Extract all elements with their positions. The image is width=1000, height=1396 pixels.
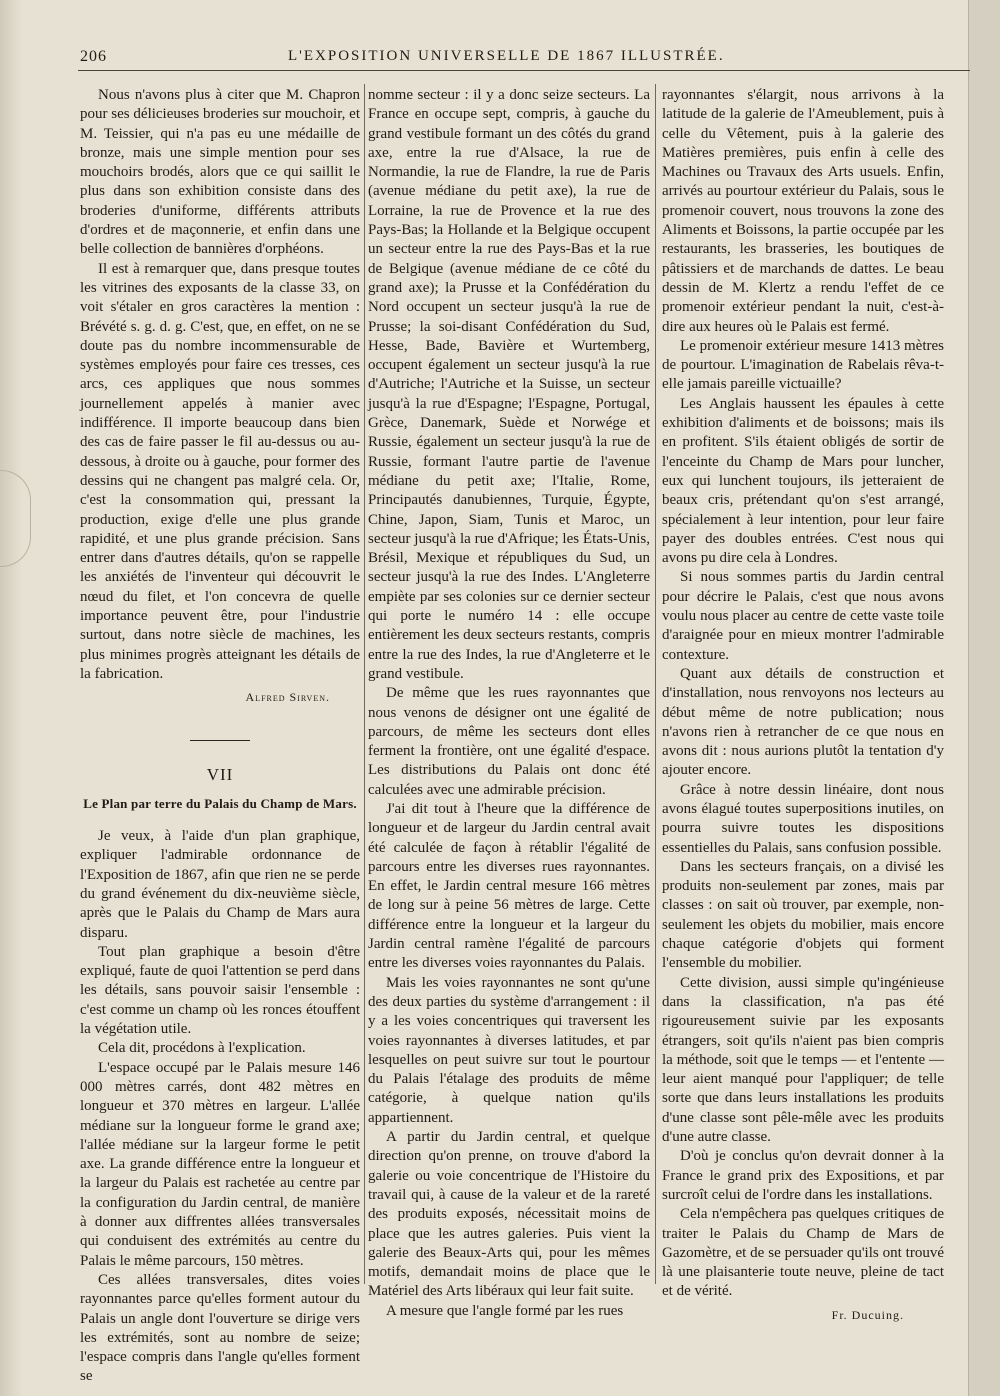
paragraph: nomme secteur : il y a donc seize secteurs. La France en occupe sept, compris, à gauche du grand vestibule formant un des côtés du grand axe, entre la rue d'Alsace, la rue de Normandie, la rue de Flandre, la rue de Paris (avenue médiane du petit axe), la rue de Lorraine, la rue de Provence et la rue des Pays-Bas; la Hollande et la Belgique occupent un secteur entre la rue des Pays-Bas et la rue de Belgique (avenue médiane de ce côté du grand axe); la Prusse et la Confédération du Nord occupent un secteur jusqu'à la rue de Prusse; la soi-disant Confédération du Sud, Hesse, Bade, Bavière et Wurtemberg, occupent également un secteur jusqu'à la rue d'Autriche; l'Autriche et la Suisse, un secteur jusqu'à la rue d'Espagne; l'Espagne, Portugal, Grèce, Danemark, Suède et Norwége et Russie, également un secteur jusqu'à la rue de Russie, formant l'autre partie de l'avenue médiane du petit axe; l'Italie, Rome, Principautés danubiennes, Turquie, Égypte, Chine, Japon, Siam, Tunis et Maroc, un secteur jusqu'à la rue d'Afrique; les États-Unis, Brésil, Mexique et républiques du Sud, un secteur jusqu'à la rue des Indes. L'Angleterre empiète par ses colonies sur ce dernier secteur qui porte le numéro 14 : elle occupe entièrement les deux secteurs restants, compris entre la rue des Indes, la rue d'Angleterre et le grand vestibule. [368, 87, 650, 682]
paragraph: De même que les rues rayonnantes que nous venons de désigner ont une égalité de parcours, de même les secteurs dont elles ferment la frontière, ont une égalité d'espace. Les distributions du Palais ont donc été calculées avec une admirable précision. [368, 685, 650, 798]
paragraph: A mesure que l'angle formé par les rues [386, 1302, 624, 1319]
running-title: L'EXPOSITION UNIVERSELLE DE 1867 ILLUSTRÉE. [288, 48, 725, 64]
page-number: 206 [80, 48, 107, 65]
binding-clip-mark [0, 470, 31, 567]
paragraph: Dans les secteurs français, on a divisé les produits non-seulement par zones, mais par classes : on sait où trouver, par exemple, non-seulement les objets du mobilier, mais encore chaque catégorie d'objets qui forment l'ensemble du mobilier. [662, 858, 944, 972]
page-header [78, 46, 970, 71]
section-rule [190, 740, 250, 741]
paragraph: Je veux, à l'aide d'un plan graphique, expliquer l'admirable ordonnance de l'Exposition de 1867, afin que rien ne se perde du grand événement du dix-neuvième siècle, après que le Palais du Champ de Mars aura disparu. [80, 828, 360, 941]
paragraph: Cela dit, procédons à l'explication. [98, 1040, 306, 1057]
binding-shadow [0, 0, 22, 1396]
paragraph: Cela n'empêchera pas quelques critiques de traiter le Palais du Champ de Mars de Gazomètre, et de se persuader qu'ils ont trouvé là une plaisanterie toute neuve, pleine de tact et de vérité. [662, 1206, 944, 1300]
column-1 [80, 86, 360, 1387]
column-3 [662, 86, 944, 1325]
column-2 [368, 86, 650, 1321]
paragraph: Le promenoir extérieur mesure 1413 mètres de pourtour. L'imagination de Rabelais rêva-t-elle jamais pareille victuaille? [662, 337, 944, 393]
paragraph: A partir du Jardin central, et quelque direction qu'on prenne, on trouve d'abord la galerie ou voie concentrique de l'Histoire du travail qui, à cause de la valeur et de la rareté des produits exposés, nécessitait moins de place que les autres galeries. Puis vient la galerie des Beaux-Arts qui, pour les mêmes motifs, demandait moins de place que le Matériel des Arts libéraux qui leur fait suite. [368, 1129, 650, 1300]
column-divider [655, 84, 656, 1284]
section-title: Le Plan par terre du Palais du Champ de Mars. [83, 795, 357, 811]
author-signature: Fr. Ducuing. [831, 1307, 904, 1322]
paragraph: rayonnantes s'élargit, nous arrivons à la latitude de la galerie de l'Ameublement, puis à celle du Vêtement, puis à la galerie des Matières premières, puis enfin à celle des Machines ou Travaux des Arts usuels. Enfin, arrivés au pourtour extérieur du Palais, sous le promenoir couvert, nous trouvons la zone des Aliments et Boissons, la partie occupée par les restaurants, les brasseries, les boutiques de pâtissiers et de marchands de dattes. Le beau dessin de M. Klertz a rendu l'effet de ce promenoir extérieur pendant la nuit, c'est-à-dire aux heures où le Palais est fermé. [662, 87, 944, 335]
column-divider [364, 84, 365, 1284]
paragraph: Si nous sommes partis du Jardin central pour décrire le Palais, c'est que nous avons voulu nous placer au centre de cette vaste toile d'araignée pour en mieux montrer l'admirable contexture. [662, 569, 944, 663]
section-number: VII [206, 764, 234, 784]
paragraph: D'où je conclus qu'on devrait donner à la France le grand prix des Expositions, et par surcroît celui de l'ordre dans les installations. [662, 1148, 944, 1203]
page-edge [968, 0, 1000, 1396]
paragraph: Grâce à notre dessin linéaire, dont nous avons élagué toutes superpositions inutiles, on pourra suivre toutes les dispositions essentielles du Palais, sans confusion possible. [662, 781, 944, 856]
paragraph: Nous n'avons plus à citer que M. Chapron pour ses délicieuses broderies sur mouchoir, et M. Teissier, qui n'a pas eu une médaille de bronze, mais une simple mention pour ses mouchoirs brodés, alors que ce qui saillit le plus dans son exhibition consiste dans des broderies d'uniforme, différents attributs d'ordres et de maçonnerie, et enfin dans une belle collection de bannières d'orphéons. [80, 87, 360, 258]
paragraph: Il est à remarquer que, dans presque toutes les vitrines des exposants de la classe 33, on voit s'étaler en gros caractères la mention : Brévété s. g. d. g. C'est, que, en effet, on ne se doute pas du nombre incommensurable de systèmes employés pour faire ces tresses, ces arcs, ces appliques que nous sommes journellement appelés à manier avec indifférence. Il importe beaucoup dans bien des cas de faire passer le fil au-dessus ou au-dessous, à droite ou à gauche, pour former des dessins qui ne changent pas malgré cela. Or, c'est la consommation qui, pressant la production, exige d'elle une plus grande rapidité, et une plus grande précision. Sans entrer dans d'autres détails, qu'on se rappelle les anxiétés de l'inventeur qui découvrit le nœud du filet, et l'on concevra de quelle importance peuvent être, pour l'industrie surtout, dans notre siècle de machines, les plus minimes progrès atteignant les détails de la fabrication. [80, 260, 360, 682]
paragraph: Cette division, aussi simple qu'ingénieuse dans la classification, n'a pas été rigoureusement suivie par les exposants étrangers, soit qu'ils n'aient pas bien compris la méthode, soit que le temps — et l'entente — leur aient manqué pour l'appliquer; de telle sorte que dans leurs installations les produits d'une classe sont pêle-mêle avec les produits d'une autre classe. [662, 974, 944, 1146]
paragraph: Mais les voies rayonnantes ne sont qu'une des deux parties du système d'arrangement : il y a les voies concentriques qui traversent les voies rayonnantes à diverses latitudes, et par lesquelles on peut suivre sur tout le pourtour du Palais l'étalage des produits de même catégorie, à quelque nation qu'ils appartiennent. [368, 974, 650, 1126]
paragraph: L'espace occupé par le Palais mesure 146 000 mètres carrés, dont 482 mètres en longueur et 370 mètres en largeur. L'allée médiane sur la longueur forme le grand axe; l'allée médiane sur la largeur forme le petit axe. La grande différence entre la longueur et la largeur du Palais est rachetée au centre par la configuration du Jardin central, de manière à donner aux diffrentes allées transversales qui conduisent des extrémités au centre du Palais le même parcours, 150 mètres. [80, 1059, 360, 1269]
paragraph: J'ai dit tout à l'heure que la différence de longueur et de largeur du Jardin central avait été calculée de façon à rétablir l'égalité de parcours entre les diverses rues rayonnantes. En effet, le Jardin central mesure 166 mètres de long sur à peine 56 mètres de large. Cette différence entre la longueur et la largeur du Jardin central ramène l'égalité de parcours entre les diverses voies rayonnantes du Palais. [368, 800, 650, 972]
paragraph: Quant aux détails de construction et d'installation, nous renvoyons nos lecteurs au début même de notre publication; nous n'avons rien à retrancher de ce que nous en avons dit : nous aurions plutôt la tentation d'y ajouter encore. [662, 665, 944, 779]
paragraph: Tout plan graphique a besoin d'être expliqué, faute de quoi l'attention se perd dans les détails, sans pouvoir saisir l'ensemble : c'est comme un champ où les ronces étouffent la végétation utile. [80, 943, 360, 1038]
paragraph: Ces allées transversales, dites voies rayonnantes parce qu'elles forment autour du Palais un angle dont l'ouverture se dirige vers les extrémités, sont au nombre de seize; l'espace compris dans l'angle qu'elles forment se [80, 1271, 360, 1385]
author-signature: Alfred Sirven. [245, 690, 330, 705]
paragraph: Les Anglais haussent les épaules à cette exhibition d'aliments et de boissons; mais ils en profitent. S'ils étaient obligés de sortir de l'enceinte du Champ de Mars pour luncher, eux qui lunchent toujours, ils jetteraient de beaux cris, prétendant qu'on s'est arrangé, spécialement à leur intention, pour leur faire payer des doubles entrées. C'est nous qui avons pu dire cela à Londres. [662, 395, 944, 567]
